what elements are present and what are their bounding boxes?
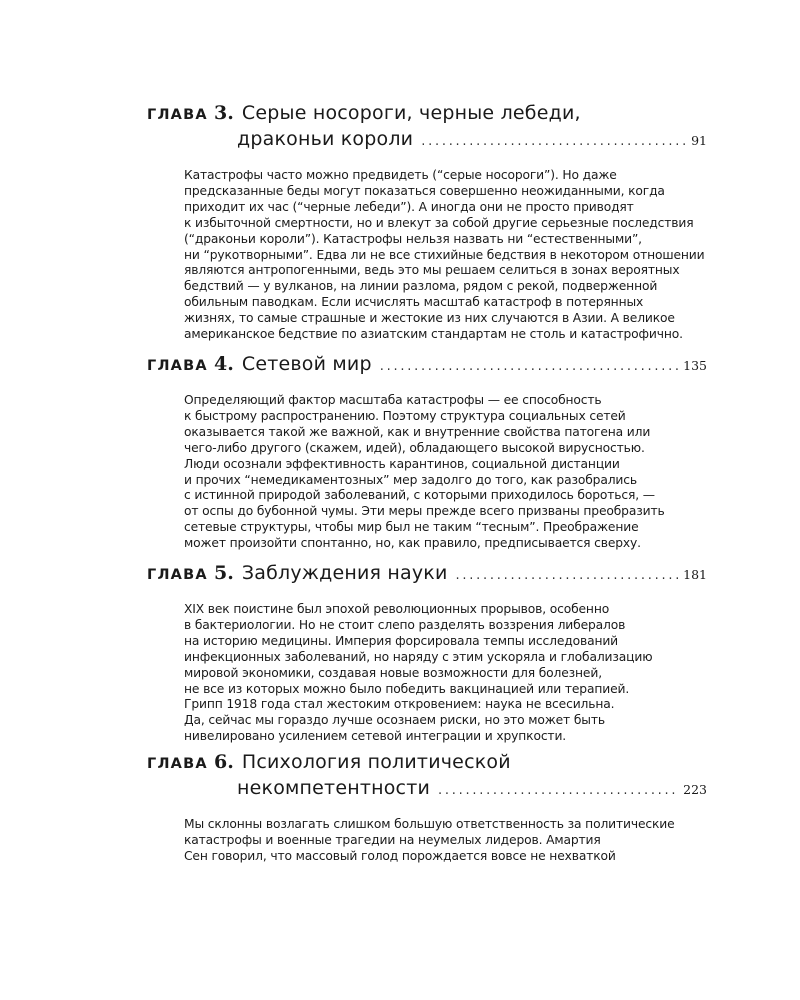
leader-dots [421, 134, 687, 149]
summary-line: Люди осознали эффективность карантинов, социальной дистанции [184, 456, 620, 471]
summary-line: Грипп 1918 года стал жестоким откровением: наука не всесильна. [184, 697, 615, 712]
leader-dots [456, 568, 680, 583]
summary-line: Мы склонны возлагать слишком большую ответственность за политические [184, 817, 675, 831]
leader-dots [380, 359, 679, 374]
summary-line: бедствий — у вулканов, на линии разлома, рядом с рекой, подверженной [184, 279, 658, 294]
chapter-heading [147, 751, 707, 803]
chapter-heading [147, 102, 707, 154]
summary-line: Определяющий фактор масштаба катастрофы — ее способность [184, 393, 602, 407]
summary-line: (“драконьи короли”). Катастрофы нельзя назвать ни “естественными”, [184, 231, 642, 246]
chapter-5 [147, 562, 707, 745]
chapter-page-number: 135 [683, 358, 707, 373]
chapter-heading-line-2 [147, 777, 707, 803]
chapter-number: 5. [214, 562, 234, 584]
chapter-heading-line-1 [147, 102, 707, 128]
chapter-heading-line-1 [147, 751, 707, 777]
summary-line: мировой экономики, создавая новые возможности для болезней, [184, 665, 602, 680]
summary-line: жизнях, то самые страшные и жестокие из них случаются в Азии. А великое [184, 311, 675, 326]
summary-line: к быстрому распространению. Поэтому структура социальных сетей [184, 408, 626, 423]
chapter-summary [184, 168, 707, 343]
chapter-summary [184, 817, 707, 865]
chapter-title-continued: драконьи короли [237, 128, 414, 150]
chapter-number: 3. [214, 102, 234, 124]
chapter-6 [147, 751, 707, 865]
summary-line: на историю медицины. Империя форсировала темпы исследований [184, 633, 619, 648]
chapter-title: Заблуждения науки [241, 562, 448, 584]
chapter-title: Сетевой мир [241, 353, 372, 375]
summary-line: Катастрофы часто можно предвидеть (“серые носороги”). Но даже [184, 168, 617, 182]
summary-line: может произойти спонтанно, но, как правило, предписывается сверху. [184, 536, 641, 551]
chapter-heading-line-2 [147, 128, 707, 154]
summary-line: приходит их час (“черные лебеди”). А иногда они не просто приводят [184, 199, 634, 214]
chapter-label: ГЛАВА 5. [147, 562, 234, 584]
summary-line: инфекционных заболеваний, но наряду с этим ускорялa и глобализацию [184, 649, 653, 664]
chapter-number: 6. [214, 751, 234, 773]
leader-dots [438, 783, 679, 798]
chapter-summary [184, 602, 707, 745]
summary-line: предсказанные беды могут показаться совершенно неожиданными, когда [184, 183, 665, 198]
summary-line: XIX век поистине был эпохой революционных прорывов, особенно [184, 602, 610, 616]
chapter-page-number: 91 [691, 133, 707, 148]
summary-line: ни “рукотворными”. Едва ли не все стихийные бедствия в некотором отношении [184, 247, 705, 262]
chapter-4 [147, 353, 707, 552]
chapter-title: Серые носороги, черные лебеди, [241, 102, 581, 124]
chapter-3 [147, 102, 707, 343]
chapter-title: Психология политической [241, 751, 511, 773]
summary-line: в бактериологии. Но не стоит слепо разделять воззрения либералов [184, 617, 626, 632]
chapter-page-number: 181 [683, 567, 707, 582]
summary-line: Да, сейчас мы гораздо лучше осознаем риски, но это может быть [184, 713, 605, 728]
summary-line: не все из которых можно было победить вакцинацией или терапией. [184, 681, 630, 696]
summary-line: катастрофы и военные трагедии на неумелых лидеров. Амартия [184, 832, 601, 847]
summary-line: нивелировано усилением сетевой интеграции и хрупкости. [184, 729, 567, 744]
chapter-heading-line-1 [147, 353, 707, 379]
summary-line: оказывается такой же важной, как и внутренние свойства патогена или [184, 424, 651, 439]
chapter-summary [184, 393, 707, 552]
chapter-title-continued: некомпетентности [237, 777, 431, 799]
chapter-heading [147, 562, 707, 588]
summary-line: чего-либо другого (скажем, идей), обладающего высокой вирусностью. [184, 440, 645, 455]
chapter-label: ГЛАВА 4. [147, 353, 234, 375]
summary-line: обильным паводкам. Если исчислять масштаб катастроф в потерянных [184, 295, 644, 310]
summary-line: являются антропогенными, ведь это мы решаем селиться в зонах вероятных [184, 263, 680, 278]
chapter-label: ГЛАВА 6. [147, 751, 234, 773]
chapter-page-number: 223 [683, 782, 707, 797]
summary-line: к избыточной смертности, но и влекут за собой другие серьезные последствия [184, 215, 694, 230]
chapter-heading [147, 353, 707, 379]
summary-line: с истинной природой заболеваний, с которыми приходилось бороться, — [184, 488, 655, 503]
summary-line: сетевые структуры, чтобы мир был не таким “тесным”. Преображение [184, 520, 639, 535]
chapter-number: 4. [214, 353, 234, 375]
summary-line: Сен говорил, что массовый голод порождается вовсе не нехваткой [184, 848, 616, 863]
chapter-label: ГЛАВА 3. [147, 102, 234, 124]
summary-line: американское бедствие по азиатским стандартам не столь и катастрофично. [184, 327, 683, 342]
chapter-heading-line-1 [147, 562, 707, 588]
summary-line: и прочих “немедикаментозных” мер задолго до того, как разобрались [184, 472, 637, 487]
summary-line: от оспы до бубонной чумы. Эти меры прежде всего призваны преобразить [184, 504, 665, 519]
